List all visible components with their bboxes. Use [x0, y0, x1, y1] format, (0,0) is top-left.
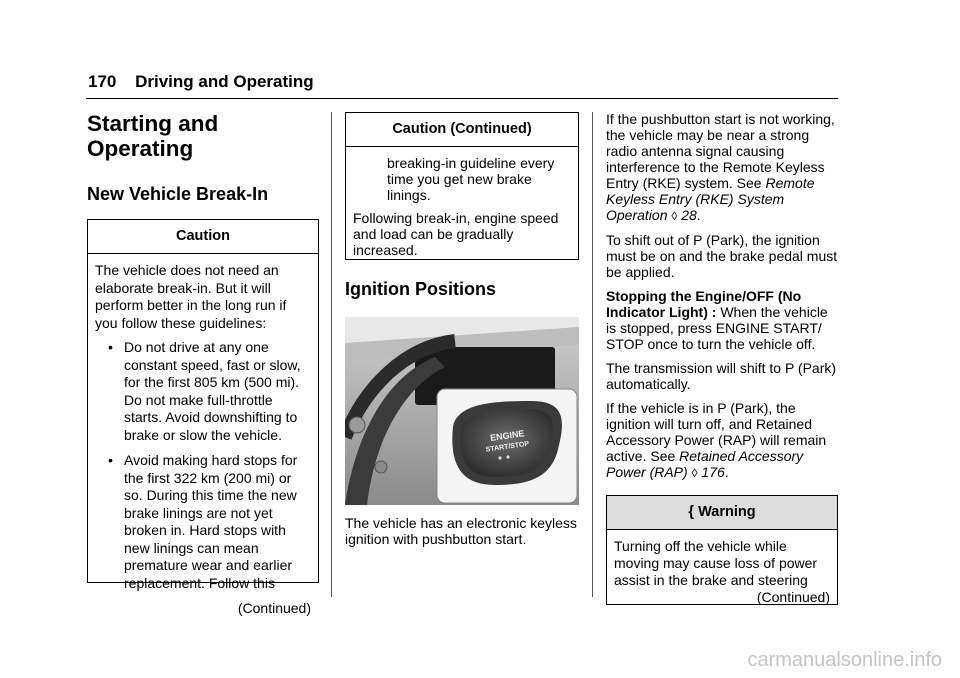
figure-caption: The vehicle has an electronic keyless ignition with pushbutton start. [345, 515, 577, 547]
section-title: Driving and Operating [135, 72, 314, 91]
term-label: Stopping the Engine/OFF (No Indicator Light) : [606, 288, 802, 320]
paragraph-rke: If the pushbutton start is not working, the vehicle may be near a strong radio antenna signal causing interference to the Remote Keyless Entry (RKE) system. See Remote Keyless Entry (RKE) System Operation ◊ 28. [606, 111, 835, 223]
bullet-glyph: • [108, 452, 113, 468]
page-reference[interactable]: 176 [701, 464, 725, 480]
column-divider-1 [331, 112, 332, 597]
paragraph-rap: If the vehicle is in P (Park), the ignition will turn off, and Retained Accessory Power (RAP) will remain active. See Retained Accessory Power (RAP) ◊ 176. [606, 400, 827, 480]
warning-title: { Warning [607, 496, 837, 530]
header-rule [86, 98, 838, 99]
engine-label: ENGINE [489, 428, 526, 443]
watermark: carmanualsonline.info [747, 649, 942, 671]
page-reference[interactable]: 28 [681, 207, 697, 223]
break-in-followup: Following break-in, engine speed and load can be gradually increased. [353, 210, 559, 258]
column-2 [345, 112, 579, 300]
section-heading-ignition: Ignition Positions [345, 279, 496, 299]
section-heading-break-in: New Vehicle Break-In [87, 184, 269, 204]
continued-label: (Continued) [756, 589, 830, 605]
warning-text: Turning off the vehicle while moving may cause loss of power assist in the brake and steering [614, 538, 818, 588]
reference-icon: ◊ [691, 466, 698, 480]
ignition-button-photo [345, 317, 579, 505]
caution-continued-title: Caution (Continued) [346, 113, 578, 147]
reference-icon: ◊ [671, 209, 678, 223]
cross-reference-link[interactable]: Retained Accessory Power (RAP) [606, 448, 804, 480]
column-divider-2 [592, 112, 593, 597]
start-stop-label: START/STOP [485, 440, 530, 454]
warning-icon: { [688, 504, 695, 520]
list-item: • Avoid making hard stops for the first 322 km (200 mi) or so. During this time the new brake linings are not yet broken in. Hard stops with new linings can mean premature wear and earlier replacement. Follow this [108, 452, 298, 591]
column-1 [87, 111, 319, 616]
caution-continued-text: breaking-in guideline every time you get new brake linings. [387, 155, 555, 203]
continued-label: (Continued) [237, 600, 311, 616]
chapter-title: Starting and Operating [87, 111, 219, 161]
paragraph-transmission: The transmission will shift to P (Park) automatically. [606, 360, 837, 392]
caution-box [87, 219, 319, 616]
warning-box [606, 495, 838, 605]
caution-intro: The vehicle does not need an elaborate break-in. But it will perform better in the long run if you follow these guidelines: [95, 262, 287, 331]
bullet-glyph: • [108, 339, 113, 355]
page-header [88, 72, 314, 92]
figure-caption-block [345, 515, 579, 555]
dashboard-illustration [345, 317, 579, 505]
cross-reference-link[interactable]: Remote Keyless Entry (RKE) System Operation [606, 175, 815, 223]
paragraph-shift: To shift out of P (Park), the ignition must be on and the brake pedal must be applied. [606, 232, 838, 280]
page-number: 170 [88, 72, 117, 91]
caution-title: Caution [88, 220, 318, 254]
caution-continued-box [345, 112, 579, 260]
paragraph-stopping: Stopping the Engine/OFF (No Indicator Light) : When the vehicle is stopped, press ENGINE START/ STOP once to turn the vehicle off. [606, 288, 828, 352]
caution-bullet-list [95, 339, 311, 592]
list-item: • Do not drive at any one constant speed, fast or slow, for the first 805 km (500 mi). Do not make full-throttle starts. Avoid downshifting to brake or slow the vehicle. [108, 339, 301, 443]
column-3 [606, 111, 838, 605]
